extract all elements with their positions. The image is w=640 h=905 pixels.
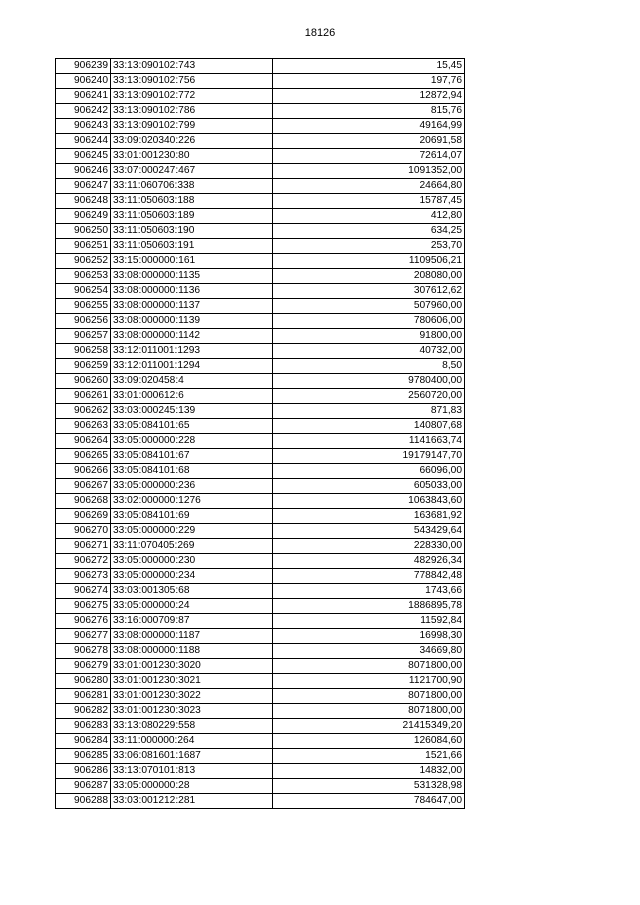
- table-row: [56, 329, 465, 344]
- table-row: [56, 539, 465, 554]
- cadastral-number-cell: 33:11:050603:189: [111, 209, 273, 224]
- table-row: [56, 614, 465, 629]
- table-body: [56, 59, 465, 809]
- row-id-cell: 906259: [56, 359, 111, 374]
- row-id-cell: 906240: [56, 74, 111, 89]
- value-cell: 1109506,21: [273, 254, 465, 269]
- table-row: [56, 479, 465, 494]
- cadastral-number-cell: 33:11:070405:269: [111, 539, 273, 554]
- cadastral-number-cell: 33:05:084101:65: [111, 419, 273, 434]
- table-row: [56, 404, 465, 419]
- row-id-cell: 906270: [56, 524, 111, 539]
- table-row: [56, 179, 465, 194]
- cadastral-number-cell: 33:01:001230:3020: [111, 659, 273, 674]
- table-row: [56, 629, 465, 644]
- value-cell: 1886895,78: [273, 599, 465, 614]
- table-row: [56, 119, 465, 134]
- value-cell: 8,50: [273, 359, 465, 374]
- value-cell: 20691,58: [273, 134, 465, 149]
- cadastral-number-cell: 33:05:000000:229: [111, 524, 273, 539]
- table-row: [56, 344, 465, 359]
- table-row: [56, 389, 465, 404]
- value-cell: 163681,92: [273, 509, 465, 524]
- row-id-cell: 906247: [56, 179, 111, 194]
- table-row: [56, 284, 465, 299]
- row-id-cell: 906263: [56, 419, 111, 434]
- cadastral-number-cell: 33:12:011001:1293: [111, 344, 273, 359]
- cadastral-number-cell: 33:08:000000:1142: [111, 329, 273, 344]
- row-id-cell: 906253: [56, 269, 111, 284]
- value-cell: 871,83: [273, 404, 465, 419]
- cadastral-number-cell: 33:11:050603:188: [111, 194, 273, 209]
- value-cell: 2560720,00: [273, 389, 465, 404]
- cadastral-number-cell: 33:05:000000:234: [111, 569, 273, 584]
- cadastral-number-cell: 33:13:090102:772: [111, 89, 273, 104]
- row-id-cell: 906284: [56, 734, 111, 749]
- table-row: [56, 239, 465, 254]
- cadastral-number-cell: 33:01:000612:6: [111, 389, 273, 404]
- table-row: [56, 764, 465, 779]
- row-id-cell: 906287: [56, 779, 111, 794]
- cadastral-number-cell: 33:13:070101:813: [111, 764, 273, 779]
- cadastral-number-cell: 33:11:050603:191: [111, 239, 273, 254]
- value-cell: 8071800,00: [273, 659, 465, 674]
- value-cell: 40732,00: [273, 344, 465, 359]
- value-cell: 531328,98: [273, 779, 465, 794]
- cadastral-number-cell: 33:05:000000:24: [111, 599, 273, 614]
- row-id-cell: 906282: [56, 704, 111, 719]
- row-id-cell: 906252: [56, 254, 111, 269]
- row-id-cell: 906250: [56, 224, 111, 239]
- cadastral-number-cell: 33:13:090102:743: [111, 59, 273, 74]
- row-id-cell: 906262: [56, 404, 111, 419]
- value-cell: 253,70: [273, 239, 465, 254]
- value-cell: 1121700,90: [273, 674, 465, 689]
- table-row: [56, 164, 465, 179]
- row-id-cell: 906251: [56, 239, 111, 254]
- value-cell: 14832,00: [273, 764, 465, 779]
- table-row: [56, 749, 465, 764]
- value-cell: 24664,80: [273, 179, 465, 194]
- value-cell: 634,25: [273, 224, 465, 239]
- table-row: [56, 269, 465, 284]
- row-id-cell: 906254: [56, 284, 111, 299]
- cadastral-number-cell: 33:03:001212:281: [111, 794, 273, 809]
- value-cell: 11592,84: [273, 614, 465, 629]
- value-cell: 126084,60: [273, 734, 465, 749]
- value-cell: 19179147,70: [273, 449, 465, 464]
- cadastral-number-cell: 33:05:000000:236: [111, 479, 273, 494]
- cadastral-number-cell: 33:13:090102:756: [111, 74, 273, 89]
- value-cell: 605033,00: [273, 479, 465, 494]
- row-id-cell: 906239: [56, 59, 111, 74]
- value-cell: 49164,99: [273, 119, 465, 134]
- row-id-cell: 906277: [56, 629, 111, 644]
- cadastral-number-cell: 33:11:000000:264: [111, 734, 273, 749]
- table-row: [56, 569, 465, 584]
- row-id-cell: 906255: [56, 299, 111, 314]
- table-row: [56, 599, 465, 614]
- table-row: [56, 584, 465, 599]
- cadastral-number-cell: 33:01:001230:3022: [111, 689, 273, 704]
- row-id-cell: 906246: [56, 164, 111, 179]
- value-cell: 12872,94: [273, 89, 465, 104]
- value-cell: 15787,45: [273, 194, 465, 209]
- table-row: [56, 434, 465, 449]
- row-id-cell: 906279: [56, 659, 111, 674]
- value-cell: 197,76: [273, 74, 465, 89]
- value-cell: 780606,00: [273, 314, 465, 329]
- value-cell: 1521,66: [273, 749, 465, 764]
- row-id-cell: 906261: [56, 389, 111, 404]
- row-id-cell: 906245: [56, 149, 111, 164]
- cadastral-number-cell: 33:08:000000:1137: [111, 299, 273, 314]
- row-id-cell: 906260: [56, 374, 111, 389]
- cadastral-number-cell: 33:11:050603:190: [111, 224, 273, 239]
- table-row: [56, 674, 465, 689]
- cadastral-number-cell: 33:16:000709:87: [111, 614, 273, 629]
- table-row: [56, 194, 465, 209]
- value-cell: 412,80: [273, 209, 465, 224]
- cadastral-number-cell: 33:06:081601:1687: [111, 749, 273, 764]
- row-id-cell: 906285: [56, 749, 111, 764]
- cadastral-number-cell: 33:15:000000:161: [111, 254, 273, 269]
- cadastral-number-cell: 33:13:090102:786: [111, 104, 273, 119]
- row-id-cell: 906249: [56, 209, 111, 224]
- row-id-cell: 906267: [56, 479, 111, 494]
- row-id-cell: 906286: [56, 764, 111, 779]
- row-id-cell: 906241: [56, 89, 111, 104]
- table-row: [56, 644, 465, 659]
- value-cell: 91800,00: [273, 329, 465, 344]
- cadastral-number-cell: 33:08:000000:1139: [111, 314, 273, 329]
- table-row: [56, 59, 465, 74]
- cadastral-number-cell: 33:03:000245:139: [111, 404, 273, 419]
- value-cell: 228330,00: [273, 539, 465, 554]
- value-cell: 72614,07: [273, 149, 465, 164]
- row-id-cell: 906268: [56, 494, 111, 509]
- value-cell: 15,45: [273, 59, 465, 74]
- row-id-cell: 906269: [56, 509, 111, 524]
- row-id-cell: 906243: [56, 119, 111, 134]
- row-id-cell: 906288: [56, 794, 111, 809]
- row-id-cell: 906266: [56, 464, 111, 479]
- row-id-cell: 906275: [56, 599, 111, 614]
- cadastral-number-cell: 33:05:084101:67: [111, 449, 273, 464]
- table-row: [56, 224, 465, 239]
- value-cell: 1063843,60: [273, 494, 465, 509]
- table-row: [56, 149, 465, 164]
- row-id-cell: 906273: [56, 569, 111, 584]
- value-cell: 543429,64: [273, 524, 465, 539]
- cadastral-number-cell: 33:05:000000:228: [111, 434, 273, 449]
- value-cell: 507960,00: [273, 299, 465, 314]
- table-row: [56, 509, 465, 524]
- table-row: [56, 74, 465, 89]
- cadastral-number-cell: 33:02:000000:1276: [111, 494, 273, 509]
- row-id-cell: 906256: [56, 314, 111, 329]
- cadastral-number-cell: 33:12:011001:1294: [111, 359, 273, 374]
- row-id-cell: 906271: [56, 539, 111, 554]
- row-id-cell: 906280: [56, 674, 111, 689]
- value-cell: 34669,80: [273, 644, 465, 659]
- value-cell: 21415349,20: [273, 719, 465, 734]
- value-cell: 8071800,00: [273, 689, 465, 704]
- value-cell: 1743,66: [273, 584, 465, 599]
- value-cell: 307612,62: [273, 284, 465, 299]
- cadastral-number-cell: 33:11:060706:338: [111, 179, 273, 194]
- row-id-cell: 906248: [56, 194, 111, 209]
- cadastral-number-cell: 33:01:001230:3021: [111, 674, 273, 689]
- value-cell: 1141663,74: [273, 434, 465, 449]
- table-row: [56, 254, 465, 269]
- table-row: [56, 134, 465, 149]
- table-row: [56, 449, 465, 464]
- row-id-cell: 906272: [56, 554, 111, 569]
- cadastral-number-cell: 33:05:084101:69: [111, 509, 273, 524]
- table-row: [56, 89, 465, 104]
- table-row: [56, 794, 465, 809]
- table-row: [56, 689, 465, 704]
- cadastral-number-cell: 33:03:001305:68: [111, 584, 273, 599]
- table-row: [56, 464, 465, 479]
- value-cell: 482926,34: [273, 554, 465, 569]
- table-row: [56, 104, 465, 119]
- cadastral-number-cell: 33:01:001230:80: [111, 149, 273, 164]
- cadastral-number-cell: 33:05:000000:28: [111, 779, 273, 794]
- value-cell: 784647,00: [273, 794, 465, 809]
- table-row: [56, 779, 465, 794]
- row-id-cell: 906264: [56, 434, 111, 449]
- cadastral-number-cell: 33:08:000000:1135: [111, 269, 273, 284]
- value-cell: 66096,00: [273, 464, 465, 479]
- table-row: [56, 314, 465, 329]
- cadastral-number-cell: 33:13:090102:799: [111, 119, 273, 134]
- row-id-cell: 906244: [56, 134, 111, 149]
- row-id-cell: 906242: [56, 104, 111, 119]
- table-row: [56, 719, 465, 734]
- value-cell: 16998,30: [273, 629, 465, 644]
- cadastral-number-cell: 33:07:000247:467: [111, 164, 273, 179]
- table-row: [56, 734, 465, 749]
- value-cell: 815,76: [273, 104, 465, 119]
- table-row: [56, 299, 465, 314]
- row-id-cell: 906276: [56, 614, 111, 629]
- cadastral-number-cell: 33:08:000000:1187: [111, 629, 273, 644]
- cadastral-number-cell: 33:09:020340:226: [111, 134, 273, 149]
- table-row: [56, 554, 465, 569]
- row-id-cell: 906278: [56, 644, 111, 659]
- row-id-cell: 906257: [56, 329, 111, 344]
- table-row: [56, 704, 465, 719]
- value-cell: 8071800,00: [273, 704, 465, 719]
- cadastral-number-cell: 33:05:084101:68: [111, 464, 273, 479]
- cadastral-number-cell: 33:01:001230:3023: [111, 704, 273, 719]
- table-row: [56, 374, 465, 389]
- cadastral-number-cell: 33:08:000000:1188: [111, 644, 273, 659]
- row-id-cell: 906274: [56, 584, 111, 599]
- row-id-cell: 906258: [56, 344, 111, 359]
- row-id-cell: 906265: [56, 449, 111, 464]
- table-row: [56, 209, 465, 224]
- value-cell: 778842,48: [273, 569, 465, 584]
- value-cell: 1091352,00: [273, 164, 465, 179]
- value-cell: 208080,00: [273, 269, 465, 284]
- data-table: [55, 58, 465, 809]
- cadastral-number-cell: 33:05:000000:230: [111, 554, 273, 569]
- value-cell: 9780400,00: [273, 374, 465, 389]
- page-number: 18126: [304, 27, 336, 39]
- table-row: [56, 524, 465, 539]
- table-row: [56, 359, 465, 374]
- cadastral-number-cell: 33:08:000000:1136: [111, 284, 273, 299]
- cadastral-number-cell: 33:13:080229:558: [111, 719, 273, 734]
- table-row: [56, 494, 465, 509]
- cadastral-number-cell: 33:09:020458:4: [111, 374, 273, 389]
- table-row: [56, 659, 465, 674]
- row-id-cell: 906281: [56, 689, 111, 704]
- row-id-cell: 906283: [56, 719, 111, 734]
- table-row: [56, 419, 465, 434]
- value-cell: 140807,68: [273, 419, 465, 434]
